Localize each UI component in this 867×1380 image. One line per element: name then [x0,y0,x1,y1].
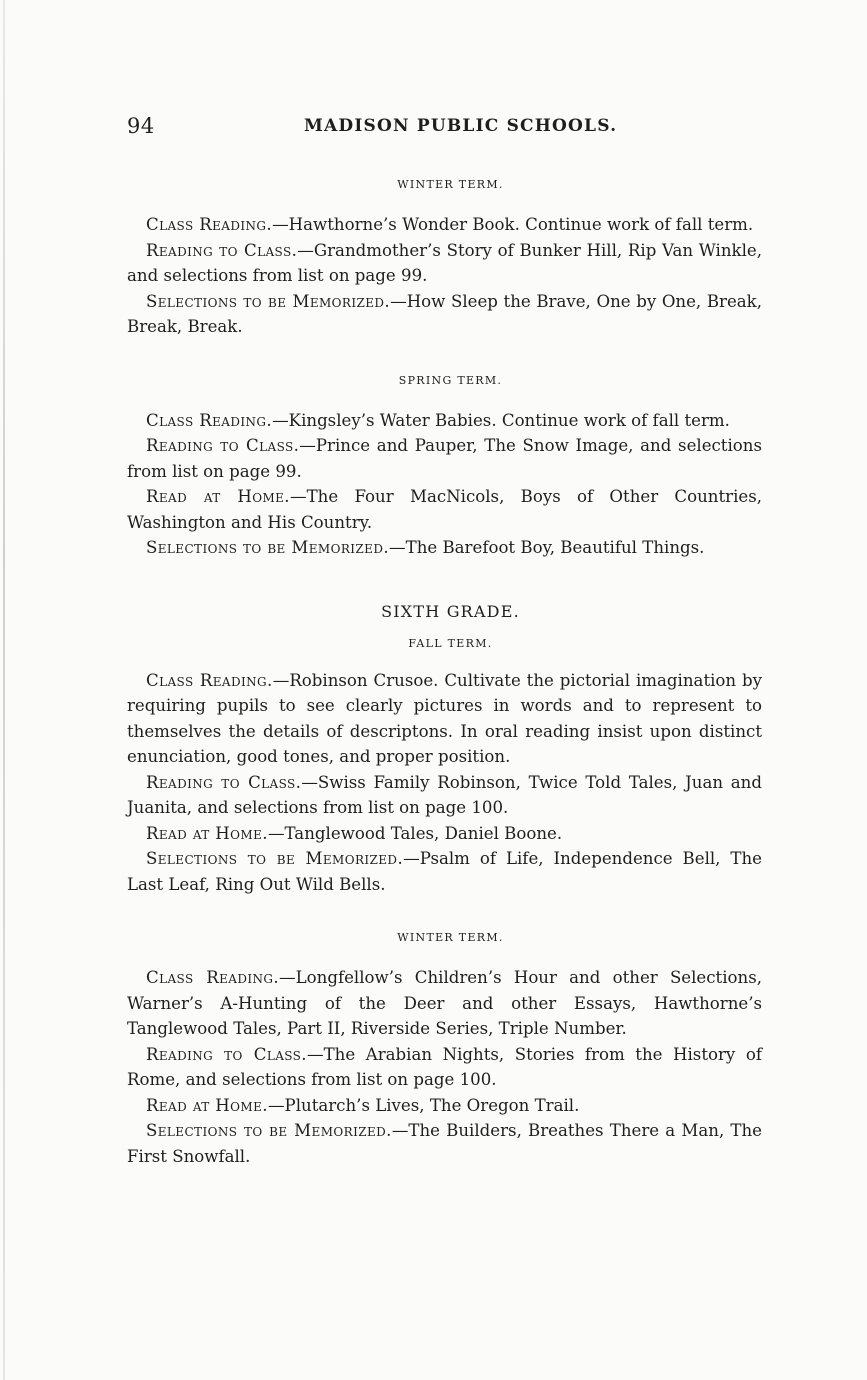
entry-paragraph [127,212,762,238]
entry-text: —Longfellow’s Children’s Hour and other Selections, Warner’s A-Hunting of the Deer and other Essays, Hawthorne’s Tanglewood Tales, Part II, Riverside Series, Triple Number. [127,968,762,1038]
entry-text: —Kingsley’s Water Babies. Continue work of fall term. [272,410,730,430]
entry-paragraph [127,484,762,535]
running-head: MADISON PUBLIC SCHOOLS. [304,116,618,136]
entry-label: Selections to be Memorized. [146,1121,392,1140]
entry-label: Class Reading. [146,968,280,987]
entry-label: Read at Home. [146,487,290,506]
entry-paragraph [127,821,762,847]
entry-paragraph [127,965,762,1042]
entry-text: —Swiss Family Robinson, Twice Told Tales, Juan and Juanita, and selections from list on page 100. [127,772,762,817]
entry-paragraph [127,846,762,897]
term-heading: WINTER TERM. [397,931,504,944]
entry-text: —Psalm of Life, Independence Bell, The Last Leaf, Ring Out Wild Bells. [127,849,763,894]
entry-text: —Hawthorne’s Wonder Book. Continue work of fall term. [272,215,754,234]
entry-text: —The Four MacNicols, Boys of Other Countries, Washington and His Country. [127,487,763,532]
entry-label: Reading to Class. [146,436,300,455]
entry-text: —The Barefoot Boy, Beautiful Things. [389,538,705,557]
entry-paragraph [127,433,762,484]
entry-label: Read at Home. [146,1095,268,1115]
entry-paragraph [127,668,762,770]
entry-label: Reading to Class. [146,240,298,260]
grade-heading: SIXTH GRADE. [381,601,520,621]
entry-paragraph [127,289,762,340]
entry-label: Class Reading. [146,670,273,690]
term-heading: FALL TERM. [408,636,493,650]
entry-paragraph [127,1042,762,1093]
entry-paragraph [127,408,762,434]
entry-paragraph [127,238,762,289]
entry-paragraph [127,770,762,821]
page-content [127,178,762,1169]
entry-text: —The Builders, Breathes There a Man, The First Snowfall. [127,1121,763,1166]
term-heading: SPRING TERM. [398,373,503,387]
entry-text: —Plutarch’s Lives, The Oregon Trail. [267,1095,580,1115]
entry-paragraph [127,1118,762,1169]
entry-text: —How Sleep the Brave, One by One, Break, Break, Break. [127,291,763,336]
entry-label: Reading to Class. [146,1044,307,1064]
entry-label: Selections to be Memorized. [146,849,404,868]
page-edge [3,0,5,1380]
entry-text: —Tanglewood Tales, Daniel Boone. [267,823,563,843]
page-number: 94 [127,114,155,138]
entry-text: —Robinson Crusoe. Cultivate the pictorial imagination by requiring pupils to see clearly pictures in words and to represent to themselves the details of descriptons. In oral reading insist upon distinct enunciation, good tones, and proper position. [127,670,763,766]
page-header [127,114,767,140]
entry-label: Selections to be Memorized. [146,538,390,557]
entry-text: —The Arabian Nights, Stories from the History of Rome, and selections from list on page 100. [127,1044,762,1089]
entry-text: —Grandmother’s Story of Bunker Hill, Rip Van Winkle, and selections from list on page 99. [127,240,762,285]
entry-paragraph [127,535,762,561]
entry-label: Class Reading. [146,215,273,234]
entry-label: Class Reading. [146,410,273,430]
entry-label: Read at Home. [146,823,268,843]
term-heading: WINTER TERM. [397,178,504,191]
entry-text: —Prince and Pauper, The Snow Image, and selections from list on page 99. [127,436,762,481]
entry-label: Selections to be Memorized. [146,291,391,311]
entry-label: Reading to Class. [146,772,302,792]
entry-paragraph [127,1093,762,1119]
